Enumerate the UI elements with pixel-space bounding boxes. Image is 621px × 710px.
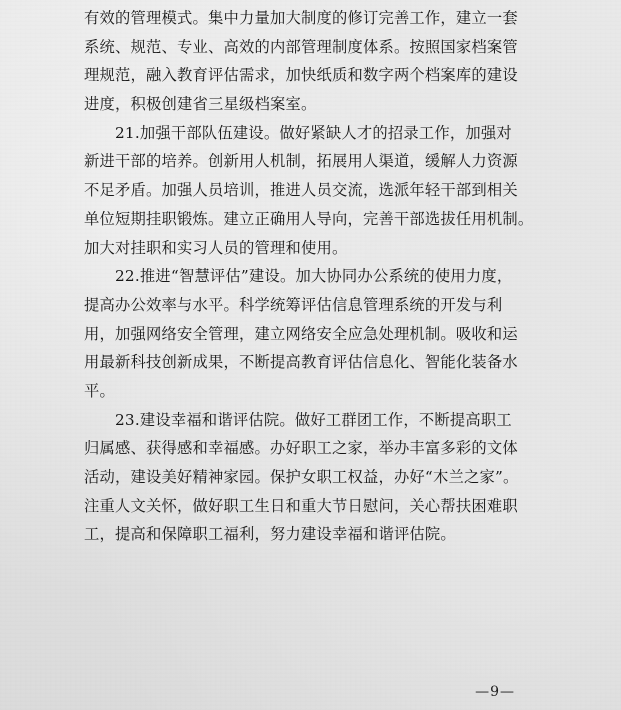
text-line: 提高办公效率与水平。科学统筹评估信息管理系统的开发与利 bbox=[84, 295, 503, 314]
text-line: 加大对挂职和实习人员的管理和使用。 bbox=[84, 238, 348, 257]
text-line: 平。 bbox=[84, 381, 115, 400]
section-23-heading-line: 23.建设幸福和谐评估院。做好工群团工作，不断提高职工 bbox=[115, 410, 512, 429]
text-line: 理规范，融入教育评估需求，加快纸质和数字两个档案库的建设 bbox=[84, 66, 518, 85]
text-line: 新进干部的培养。创新用人机制，拓展用人渠道，缓解人力资源 bbox=[84, 152, 518, 171]
text-line: 不足矛盾。加强人员培训，推进人员交流，选派年轻干部到相关 bbox=[84, 181, 518, 200]
text-line: 进度，积极创建省三星级档案室。 bbox=[84, 95, 317, 114]
page-number: —9— bbox=[475, 684, 515, 700]
text-line: 工，提高和保障职工福利，努力建设幸福和谐评估院。 bbox=[84, 525, 456, 544]
text-line: 用最新科技创新成果，不断提高教育评估信息化、智能化装备水 bbox=[84, 353, 518, 372]
section-22-heading-line: 22.推进“智慧评估”建设。加大协同办公系统的使用力度， bbox=[115, 267, 513, 286]
section-21-heading-line: 21.加强干部队伍建设。做好紧缺人才的招录工作，加强对 bbox=[115, 123, 512, 142]
text-line: 单位短期挂职锻炼。建立正确用人导向，完善干部选拔任用机制。 bbox=[84, 209, 534, 228]
text-line: 活动，建设美好精神家园。保护女职工权益，办好“木兰之家”。 bbox=[84, 468, 519, 486]
text-line: 用，加强网络安全管理，建立网络安全应急处理机制。吸收和运 bbox=[84, 324, 518, 343]
text-line: 注重人文关怀，做好职工生日和重大节日慰问，关心帮扶困难职 bbox=[84, 496, 518, 515]
document-body bbox=[84, 4, 583, 549]
text-line: 有效的管理模式。集中力量加大制度的修订完善工作，建立一套 bbox=[84, 9, 518, 27]
text-line: 归属感、获得感和幸福感。办好职工之家，举办丰富多彩的文体 bbox=[84, 439, 518, 458]
text-line: 系统、规范、专业、高效的内部管理制度体系。按照国家档案管 bbox=[84, 37, 518, 56]
